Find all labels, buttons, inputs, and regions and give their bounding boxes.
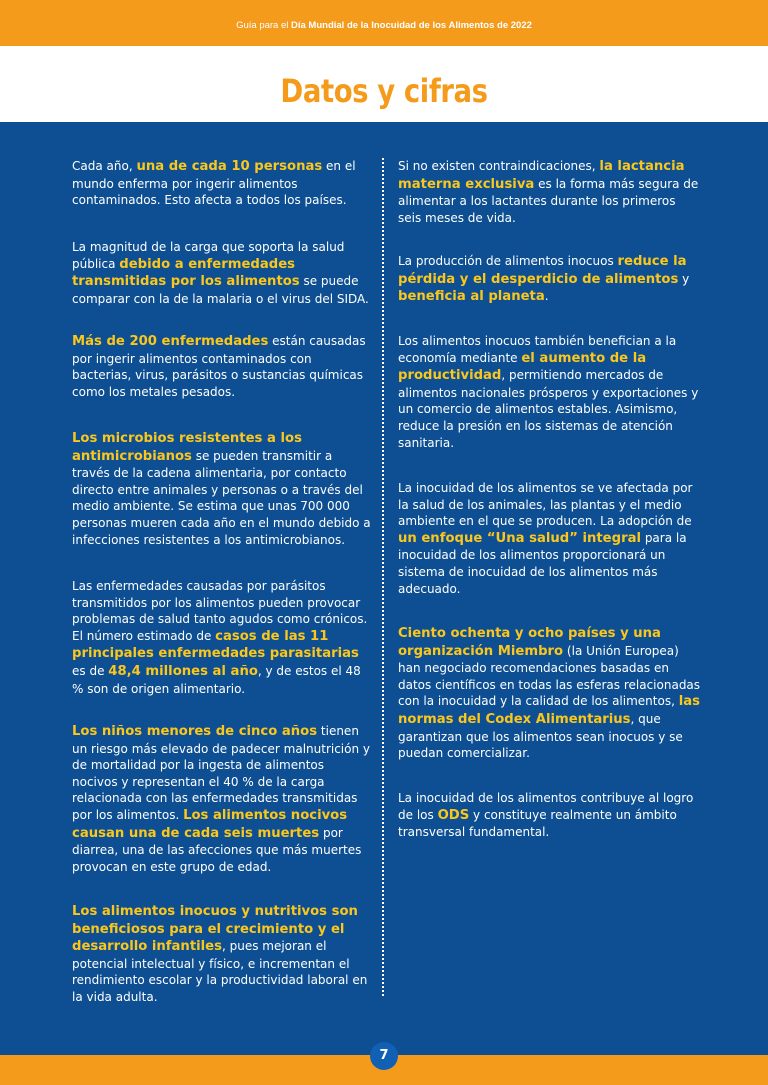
highlight-text: una de cada 10 personas <box>136 159 323 174</box>
fact-paragraph <box>72 723 372 875</box>
fact-paragraph <box>398 790 702 841</box>
highlight-text: beneficia al planeta <box>398 289 545 305</box>
fact-paragraph <box>398 158 702 226</box>
body-text: se pueden transmitir a través de la cadena alimentaria, por contacto directo entre animales y personas o a través del medio ambiente. Se estima que unas 700 000 personas mueren cada año en el mundo debido a infecciones resistentes a los antimicrobianos. <box>72 448 371 547</box>
body-text: Cada año, <box>72 159 137 173</box>
body-text: y constituye realmente un ámbito transversal fundamental. <box>398 807 677 840</box>
body-text: , que garantizan que los alimentos sean inocuos y se puedan comercializar. <box>398 711 683 761</box>
column-divider <box>382 158 384 996</box>
header-bar <box>0 0 768 46</box>
highlight-text: Los alimentos inocuos y nutritivos son beneficiosos para el crecimiento y el desarrollo infantiles <box>72 904 358 955</box>
highlight-text: un enfoque “Una salud” integral <box>398 530 641 546</box>
body-text: , permitiendo mercados de alimentos nacionales prósperos y exportaciones y un comercio de alimentos estables. Asimismo, reduce la presión en los sistemas de atención sanitaria. <box>398 368 699 450</box>
body-text: se puede comparar con la de la malaria o el virus del SIDA. <box>72 274 369 306</box>
highlight-text: Los niños menores de cinco años <box>72 724 318 739</box>
fact-paragraph <box>398 333 702 451</box>
highlight-text: las normas del Codex Alimentarius <box>398 694 700 727</box>
body-text: es la forma más segura de alimentar a los lactantes durante los primeros seis meses de vida. <box>398 176 699 225</box>
fact-paragraph <box>72 239 372 307</box>
fact-paragraph <box>398 625 702 762</box>
fact-paragraph <box>72 903 372 1006</box>
body-text: tienen un riesgo más elevado de padecer malnutrición y de mortalidad por la ingesta de alimentos nocivos y representan el 40 % de la carga relacionada con las enfermedades transmitidas por los alimentos. <box>72 724 371 822</box>
highlight-text: 48,4 millones al año <box>108 663 258 679</box>
fact-paragraph <box>72 430 372 548</box>
fact-paragraph <box>72 158 372 209</box>
highlight-text: ODS <box>437 807 470 823</box>
highlight-text: debido a enfermedades transmitidas por los alimentos <box>72 256 300 290</box>
body-text: para la inocuidad de los alimentos proporcionará un sistema de inocuidad de los alimentos más adecuado. <box>398 530 687 596</box>
body-text: La inocuidad de los alimentos contribuye al logro de los <box>398 791 694 822</box>
highlight-text: la lactancia materna exclusiva <box>398 159 685 192</box>
body-text: Las enfermedades causadas por parásitos transmitidos por los alimentos pueden provocar problemas de salud tanto agudos como crónicos. El número estimado de <box>72 579 368 643</box>
body-text: por diarrea, una de las afecciones que más muertes provocan en este grupo de edad. <box>72 825 362 874</box>
highlight-text: Más de 200 enfermedades <box>72 334 269 349</box>
body-text: , y de estos el 48 % son de origen alimentario. <box>72 663 361 696</box>
highlight-text: Los alimentos nocivos causan una de cada seis muertes <box>72 807 348 841</box>
body-text: . <box>544 289 549 304</box>
page-title: Datos y cifras <box>280 72 488 110</box>
highlight-text: Los microbios resistentes a los antimicrobianos <box>72 431 302 464</box>
fact-paragraph <box>72 578 372 697</box>
fact-paragraph <box>398 480 702 597</box>
body-text: Si no existen contraindicaciones, <box>398 159 600 173</box>
page-number: 7 <box>370 1042 398 1070</box>
body-text: La inocuidad de los alimentos se ve afectada por la salud de los animales, las plantas y el medio ambiente en el que se producen. La adopción de <box>398 481 693 529</box>
body-text: La producción de alimentos inocuos <box>398 254 618 268</box>
highlight-text: casos de las 11 principales enfermedades parasitarias <box>72 628 359 662</box>
fact-paragraph <box>72 333 372 400</box>
body-text: es de <box>72 663 109 678</box>
highlight-text: reduce la pérdida y el desperdicio de alimentos <box>398 254 687 287</box>
body-text: en el mundo enferma por ingerir alimentos contaminados. Esto afecta a todos los países. <box>72 159 356 208</box>
guide-title: Guía para el Día Mundial de la Inocuidad de los Alimentos de 2022 <box>236 20 532 31</box>
body-text: Los alimentos inocuos también benefician a la economía mediante <box>398 334 677 365</box>
body-text: (la Unión Europea) han negociado recomendaciones basadas en datos científicos en todas las esferas relacionadas con la inocuidad y la calidad de los alimentos, <box>398 643 701 709</box>
body-text: La magnitud de la carga que soporta la salud pública <box>72 240 345 271</box>
highlight-text: el aumento de la productividad <box>398 350 647 384</box>
body-text: están causadas por ingerir alimentos contaminados con bacterias, virus, parásitos o sustancias químicas como los metales pesados. <box>72 334 366 399</box>
body-text: y <box>678 271 690 286</box>
highlight-text: Ciento ochenta y ocho países y una organización Miembro <box>398 626 661 659</box>
body-text: , pues mejoran el potencial intelectual y físico, e incrementan el rendimiento escolar y la productividad laboral en la vida adulta. <box>72 939 368 1004</box>
fact-paragraph <box>398 253 702 306</box>
